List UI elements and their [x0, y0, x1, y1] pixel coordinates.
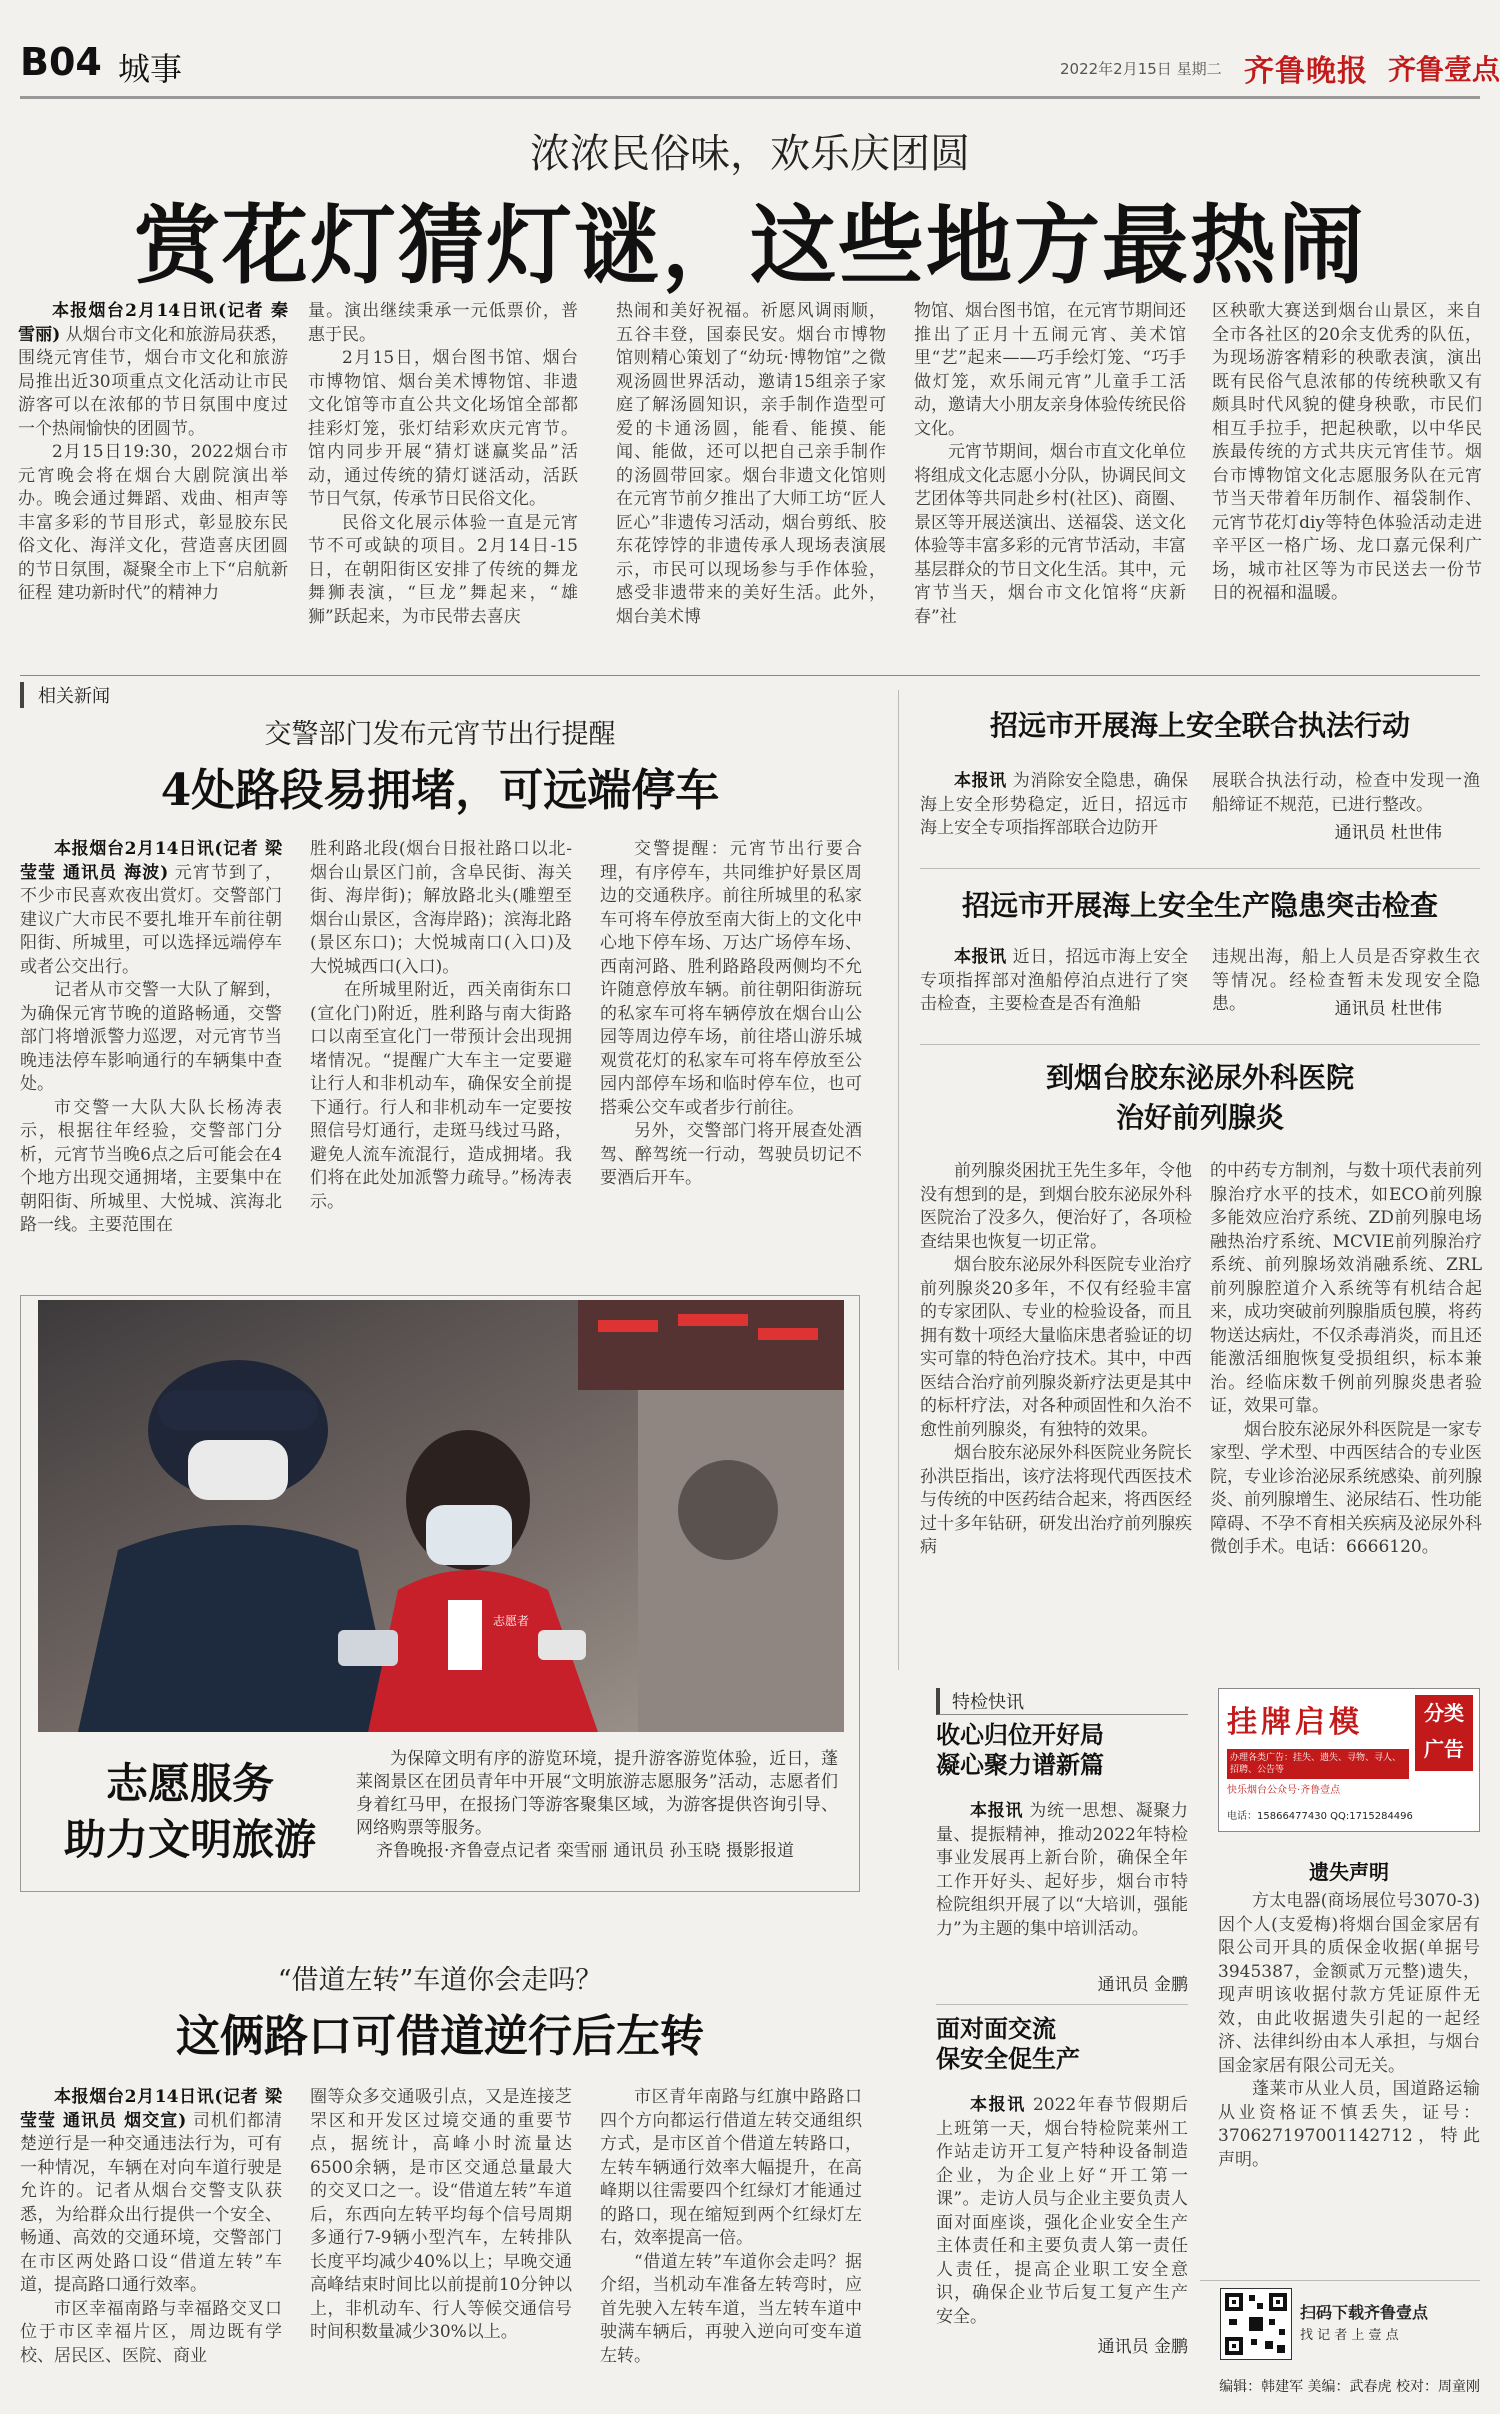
- hospital-col-2: 的中药专方制剂，与数十项代表前列腺治疗水平的技术，如ECO前列腺多能效应治疗系统、ZD前列腺电场融热治疗系统、MCVIE前列腺治疗系统、前列腺场效消融系统、ZRL前列腺腔道介入系统等有机结合起来，成功突破前列腺脂质包膜，将药物送达病灶，不仅杀毒消炎，而且还能激活细胞恢复受损组织，标本兼治。经临床数千例前列腺炎患者验证，效果可靠。 烟台胶东泌尿外科医院是一家专家型、学术型、中西医结合的专业医院，专业诊治泌尿系统感染、前列腺炎、前列腺增生、泌尿结石、性功能障碍、不孕不育相关疾病及泌尿外科微创手术。电话：6666120。: [1210, 1161, 1482, 1557]
- ad-phone: 电话：15866477430 QQ:1715284496: [1227, 1811, 1413, 1822]
- ad-line-2: 快乐烟台公众号·齐鲁壹点: [1227, 1785, 1341, 1796]
- related-kicker: 交警部门发布元宵节出行提醒: [264, 719, 616, 750]
- leftturn-headline: 这俩路口可借道逆行后左转: [176, 2011, 704, 2062]
- photo-illustration: [38, 1300, 844, 1732]
- lead-dateline: 本报烟台2月14日讯(记者 秦雪丽): [18, 301, 288, 345]
- lead-col-1: 本报烟台2月14日讯(记者 秦雪丽) 从烟台市文化和旅游局获悉，围绕元宵佳节，烟台市文化和旅游局推出近30项重点文化活动让市民游客可以在浓郁的节日氛围中度过一个热闹愉快的团圆节。 2月15日19:30，2022烟台市元宵晚会将在烟台大剧院演出举办。晚会通过舞蹈、戏曲、相声等丰富多彩的节目形式，彰显胶东民俗文化、海洋文化，营造喜庆团圆的节日氛围，凝聚全市上下“启航新征程 建功新时代”的精神力: [18, 301, 289, 603]
- zhaoyuan-2-byline: 通讯员 杜世伟: [1334, 999, 1442, 1019]
- qr-code[interactable]: [1220, 2288, 1292, 2360]
- ad-line-1: 办理各类广告：挂失、遗失、寻物、寻人、招聘、公告等: [1227, 1749, 1409, 1779]
- header-rule: [20, 96, 1480, 99]
- lead-col-3: 热闹和美好祝福。祈愿风调雨顺，五谷丰登，国泰民安。烟台市博物馆则精心策划了“幼玩·博物馆”之微观汤圆世界活动，邀请15组亲子家庭了解汤圆知识，亲手制作造型可爱的卡通汤圆，能看、能摸、能闻、能做，还可以把自己亲手制作的汤圆带回家。烟台非遗文化馆则在元宵节前夕推出了大师工坊“匠人匠心”非遗传习活动，烟台剪纸、胶东花饽饽的非遗传承人现场表演展示，市民可以现场参与手作体验，感受非遗带来的美好生活。此外，烟台美术博: [616, 301, 886, 627]
- hospital-headline: 到烟台胶东泌尿外科医院 治好前列腺炎: [1045, 1061, 1354, 1134]
- zhaoyuan-2-col-2: 违规出海，船上人员是否穿救生衣等情况。经检查暂未发现安全隐患。: [1212, 947, 1480, 1014]
- lead-headline: 赏花灯猜灯谜，这些地方最热闹: [134, 195, 1366, 296]
- zhaoyuan-1-headline: 招远市开展海上安全联合执法行动: [989, 709, 1410, 742]
- divider: [936, 2004, 1188, 2005]
- hospital-col-1: 前列腺炎困扰王先生多年，令他没有想到的是，到烟台胶东泌尿外科医院治了没多久，便治好了，各项检查结果也恢复一切正常。 烟台胶东泌尿外科医院专业治疗前列腺炎20多年，不仅有经验丰富的专家团队、专业的检验设备，而且拥有数十项经大量临床患者验证的切实可靠的特色治疗技术。其中，中西医结合治疗前列腺炎新疗法更是其中的标杆疗法，对各种顽固性和久治不愈性前列腺炎，有独特的效果。 烟台胶东泌尿外科医院业务院长孙洪臣指出，该疗法将现代西医技术与传统的中医药结合起来，将西医经过十多年钻研，研发出治疗前列腺疾病: [920, 1161, 1192, 1557]
- section-name: 城事: [118, 50, 183, 88]
- leftturn-col-1: 本报烟台2月14日讯(记者 梁莹莹 通讯员 烟交宣) 司机们都清楚逆行是一种交通违法行为，可有一种情况，车辆在对向车道行驶是允许的。记者从烟台交警支队获悉，为给群众出行提供一个安全、畅通、高效的交通环境，交警部门在市区两处路口设“借道左转”车道，提高路口通行效率。 市区幸福南路与幸福路交叉口位于市区幸福片区，周边既有学校、居民区、医院、商业: [20, 2087, 282, 2366]
- tejian-tag: 特检快讯: [936, 1688, 1188, 1715]
- zhaoyuan-2-headline: 招远市开展海上安全生产隐患突击检查: [961, 889, 1438, 922]
- ad-side-label: 分类广告: [1415, 1695, 1473, 1771]
- ad-word: 模: [1329, 1705, 1359, 1740]
- classified-ad: [1218, 1688, 1480, 1832]
- divider: [920, 1044, 1480, 1045]
- tejian-2-byline: 通讯员 金鹏: [1097, 2337, 1188, 2357]
- lead-kicker: 浓浓民俗味，欢乐庆团圆: [530, 131, 970, 177]
- related-col-3: 交警提醒：元宵节出行要合理，有序停车，共同维护好景区周边的交通秩序。前往所城里的私家车可将车停放至南大街上的文化中心地下停车场、万达广场停车场、西南河路、胜利路路段两侧均不允许随意停放车辆。前往朝阳街游玩的私家车可将车辆停放在烟台山公园等周边停车场，前往塔山游乐城观赏花灯的私家车可将车停放至公园内部停车场和临时停车位，也可搭乘公交车或者步行前往。 另外，交警部门将开展查处酒驾、醉驾统一行动，驾驶员切记不要酒后开车。: [600, 839, 862, 1188]
- photo-byline: 齐鲁晚报·齐鲁壹点记者 栾雪丽 通讯员 孙玉晓 摄影报道: [376, 1841, 795, 1861]
- related-news-tag: 相关新闻: [20, 682, 110, 708]
- ad-word: 挂: [1227, 1705, 1257, 1740]
- ad-word: 启: [1295, 1705, 1325, 1740]
- tejian-1-body: 本报讯 为统一思想、凝聚力量、提振精神，推动2022年特检事业发展再上新台阶，确保全年工作开好头、起好步，烟台市特检院组织开展了以“大培训，强能力”为主题的集中培训活动。: [936, 1801, 1189, 1939]
- vest-label: 志愿者: [493, 1614, 530, 1628]
- leftturn-col-3: 市区青年南路与红旗中路路口四个方向都运行借道左转交通组织方式，是市区首个借道左转路口，左转车辆通行效率大幅提升，在高峰期以往需要四个红绿灯才能通过的路口，现在缩短到两个红绿灯左右，效率提高一倍。 “借道左转”车道你会走吗？据介绍，当机动车准备左转弯时，应首先驶入左转车道，当左转车道中驶满车辆后，再驶入逆向可变车道左转。: [600, 2087, 862, 2366]
- lead-col-5: 区秧歌大赛送到烟台山景区，来自全市各社区的20余支优秀的队伍，为现场游客精彩的秧歌表演，演出既有民俗气息浓郁的传统秧歌又有颇具时代风貌的健身秧歌，市民们相互手拉手，把起秧歌，以中华民族最传统的方式共庆元宵佳节。烟台市博物馆文化志愿服务队在元宵节当天带着年历制作、福袋制作、元宵节花灯diy等特色体验活动走进辛平区一格广场、龙口嘉元保利广场，城市社区等为市民送去一份节日的祝福和温暖。: [1212, 301, 1482, 603]
- tejian-1-headline: 收心归位开好局 凝心聚力谱新篇: [936, 1720, 1104, 1779]
- scan-sub: 找 记 者 上 壹 点: [1300, 2328, 1399, 2343]
- newspaper-logo: 齐鲁晚报: [1244, 54, 1368, 89]
- qr-code-icon: [1221, 2289, 1291, 2359]
- column-rule: [898, 690, 899, 1670]
- photo-story-title: 志愿服务 助力文明旅游: [63, 1759, 316, 1864]
- lead-col-4: 物馆、烟台图书馆，在元宵节期间还推出了正月十五闹元宵、美术馆里“艺”起来——巧手绘灯笼、“巧手做灯笼，欢乐闹元宵”儿童手工活动，邀请大小朋友亲身体验传统民俗文化。 元宵节期间，烟台市直文化单位将组成文化志愿小分队，协调民间文艺团体等共同赴乡村(社区)、商圈、景区等开展送演出、送福袋、送文化体验等丰富多彩的元宵节活动，丰富基层群众的节日文化生活。其中，元宵节当天，烟台市文化馆将“庆新春”社: [914, 301, 1186, 627]
- divider: [920, 868, 1480, 869]
- scan-prompt: 扫码下载齐鲁壹点: [1300, 2303, 1429, 2322]
- tejian-2-body: 本报讯 2022年春节假期后上班第一天，烟台特检院莱州工作站走访开工复产特种设备制造企业，为企业上好“开工第一课”。走访人员与企业主要负责人面对面座谈，强化企业安全生产主体责任和主要负责人第一责任人责任，提高企业职工安全意识，确保企业节后复工复产生产安全。: [936, 2095, 1189, 2327]
- editor-credits: 编辑：韩建军 美编：武春虎 校对：周童刚: [1219, 2379, 1480, 2395]
- notice-title: 遗失声明: [1309, 1860, 1389, 1884]
- page-number: B04: [20, 40, 102, 84]
- photo-story-caption: 为保障文明有序的游览环境，提升游客游览体验，近日，蓬莱阁景区在团员青年中开展“文明旅游志愿服务”活动，志愿者们身着红马甲，在报扬门等游客聚集区域，为游客提供咨询引导、网络购票等服务。 齐鲁晚报·齐鲁壹点记者 栾雪丽 通讯员 孙玉晓 摄影报道: [356, 1749, 838, 1861]
- related-headline: 4处路段易拥堵，可远端停车: [160, 765, 720, 816]
- lead-col-2: 量。演出继续秉承一元低票价，普惠于民。 2月15日，烟台图书馆、烟台市博物馆、烟台美术博物馆、非遗文化馆等市直公共文化场馆全部都挂彩灯笼，张灯结彩欢庆元宵节。馆内同步开展“猜灯谜赢奖品”活动，通过传统的猜灯谜活动，活跃节日气氛，传承节日民俗文化。 民俗文化展示体验一直是元宵节不可或缺的项目。2月14日-15日，在朝阳街区安排了传统的舞龙舞狮表演，“巨龙”舞起来，“雄狮”跃起来，为市民带去喜庆: [308, 301, 578, 627]
- ad-word: 牌: [1261, 1705, 1291, 1740]
- zhaoyuan-1-byline: 通讯员 杜世伟: [1334, 823, 1442, 843]
- zhaoyuan-2-col-1: 本报讯 近日，招远市海上安全专项指挥部对渔船停泊点进行了突击检查，主要检查是否有渔船: [920, 947, 1189, 1014]
- footer-rule: [1200, 2280, 1480, 2281]
- notice-body: 方太电器(商场展位号3070-3)因个人(支爱梅)将烟台国金家居有限公司开具的质保金收据(单据号3945387，金额贰万元整)遗失，现声明该收据付款方凭证原件无效，由此收据遗失引起的一起经济、法律纠纷由本人承担，与烟台国金家居有限公司无关。 蓬莱市从业人员，国道路运输从业资格证不慎丢失，证号：370627197001142712，特此声明。: [1218, 1891, 1480, 2170]
- app-logo: 齐鲁壹点: [1388, 53, 1500, 86]
- zhaoyuan-1-col-1: 本报讯 为消除安全隐患，确保海上安全形势稳定，近日，招远市海上安全专项指挥部联合边防开: [920, 771, 1189, 838]
- related-col-2: 胜利路北段(烟台日报社路口以北-烟台山景区门前，含阜民街、海关街、海岸街)；解放路北头(雕塑至烟台山景区，含海岸路)；滨海北路(景区东口)；大悦城南口(入口)及大悦城西口(入口)。 在所城里附近，西关南街东口(宣化门)附近，胜利路与南大街路口以南至宣化门一带预计会出现拥堵情况。“提醒广大车主一定要避让行人和非机动车，确保安全前提下通行。行人和非机动车一定要按照信号灯通行，走斑马线过马路，避免人流车流混行，造成拥堵。我们将在此处加派警力疏导。”杨涛表示。: [310, 839, 572, 1212]
- leftturn-col-2: 圈等众多交通吸引点，又是连接芝罘区和开发区过境交通的重要节点，据统计，高峰小时流量达6500余辆，是市区交通总量最大的交叉口之一。设“借道左转”车道后，东西向左转平均每个信号周期多通行7-9辆小型汽车，左转排队长度平均减少40%以上；早晚交通高峰结束时间比以前提前10分钟以上，非机动车、行人等候交通信号时间积数量减少30%以上。: [310, 2087, 572, 2342]
- zhaoyuan-1-col-2: 展联合执法行动，检查中发现一渔船缔证不规范，已进行整改。: [1212, 771, 1480, 815]
- volunteer-photo: [38, 1300, 844, 1732]
- leftturn-kicker: “借道左转”车道你会走吗？: [277, 1965, 603, 1996]
- tejian-2-headline: 面对面交流 保安全促生产: [936, 2014, 1080, 2073]
- related-col-1: 本报烟台2月14日讯(记者 梁莹莹 通讯员 海波) 元宵节到了，不少市民喜欢夜出赏灯。交警部门建议广大市民不要扎堆开车前往朝阳街、所城里，可以选择远端停车或者公交出行。 记者从市交警一大队了解到，为确保元宵节晚的道路畅通，交警部门将增派警力巡逻，对元宵节当晚违法停车影响通行的车辆集中查处。 市交警一大队大队长杨涛表示，根据往年经验，交警部门分析，元宵节当晚6点之后可能会在4个地方出现交通拥堵，主要集中在朝阳街、所城里、大悦城、滨海北路一线。主要范围在: [20, 839, 282, 1235]
- tejian-1-byline: 通讯员 金鹏: [1097, 1975, 1188, 1995]
- issue-date: 2022年2月15日 星期二: [1060, 60, 1222, 78]
- section-divider: [20, 675, 1480, 676]
